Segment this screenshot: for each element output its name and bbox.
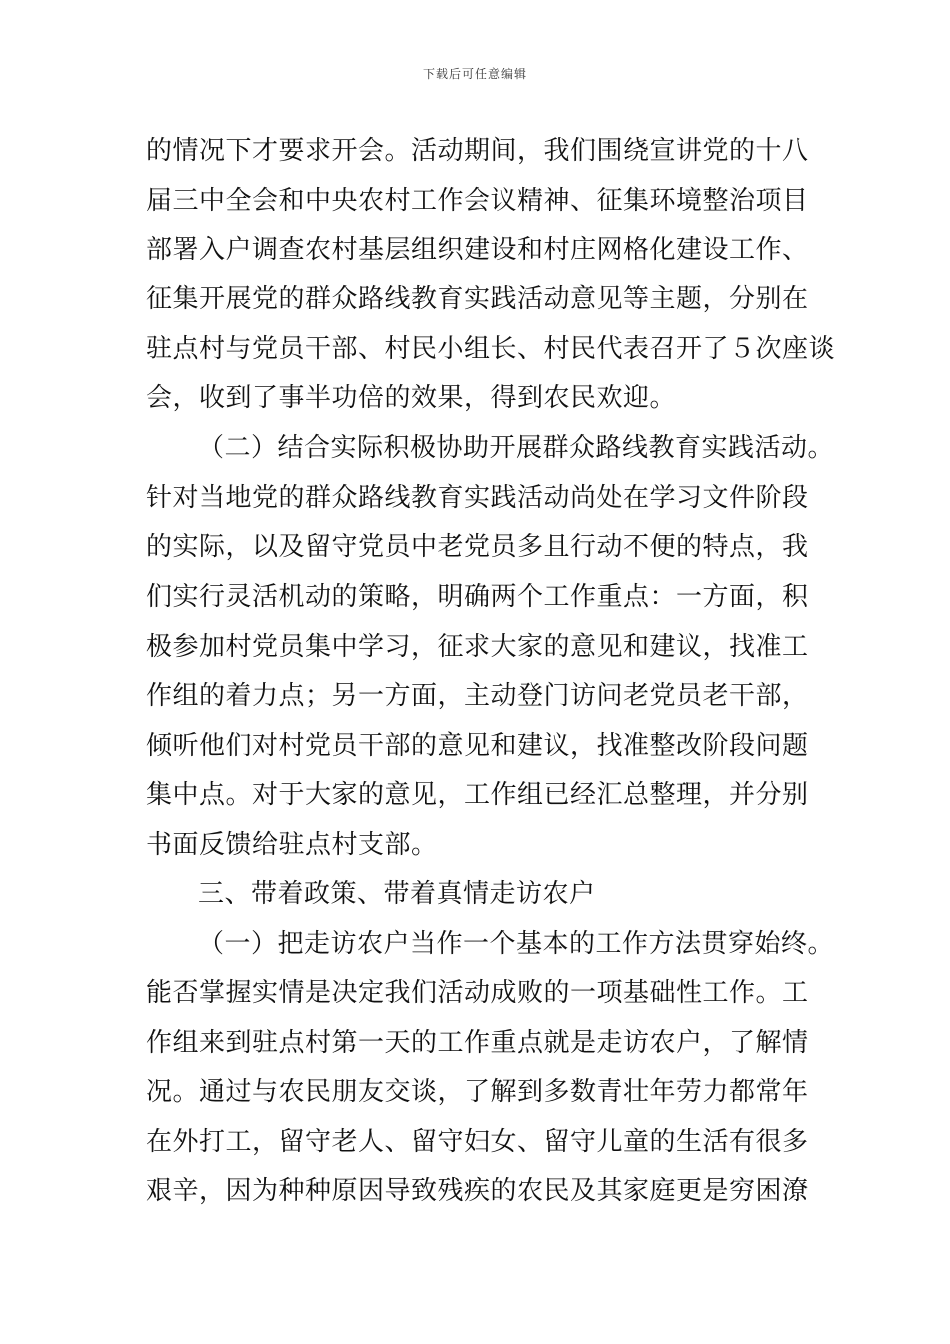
section-heading-3: 三、带着政策、带着真情走访农户	[198, 879, 596, 909]
text-line: 书面反馈给驻点村支部。	[146, 830, 438, 860]
text-line: 作组来到驻点村第一天的工作重点就是走访农户，了解情	[146, 1028, 809, 1058]
text-line: 极参加村党员集中学习，征求大家的意见和建议，找准工	[146, 632, 809, 662]
text-line: 况。通过与农民朋友交谈，了解到多数青壮年劳力都常年	[146, 1077, 809, 1107]
text-line: 会，收到了事半功倍的效果，得到农民欢迎。	[146, 383, 677, 413]
text-line: 集中点。对于大家的意见，工作组已经汇总整理，并分别	[146, 780, 809, 810]
text-line: 针对当地党的群众路线教育实践活动尚处在学习文件阶段	[146, 483, 809, 513]
text-line: 部署入户调查农村基层组织建设和村庄网格化建设工作、	[146, 235, 809, 265]
text-line: 作组的着力点；另一方面，主动登门访问老党员老干部，	[146, 681, 809, 711]
text-line: 们实行灵活机动的策略，明确两个工作重点：一方面，积	[146, 582, 809, 612]
subheading-1: （一）把走访农户当作一个基本的工作方法贯穿始终。	[198, 929, 835, 959]
text-line: 艰辛，因为种种原因导致残疾的农民及其家庭更是穷困潦	[146, 1176, 809, 1206]
text-line: 的实际，以及留守党员中老党员多且行动不便的特点，我	[146, 532, 809, 562]
text-line: 的情况下才要求开会。活动期间，我们围绕宣讲党的十八	[146, 136, 809, 166]
page-header: 下载后可任意编辑	[422, 67, 527, 81]
subheading-2: （二）结合实际积极协助开展群众路线教育实践活动。	[198, 433, 835, 463]
text-line: 届三中全会和中央农村工作会议精神、征集环境整治项目	[146, 186, 809, 216]
text-line: 倾听他们对村党员干部的意见和建议，找准整改阶段问题	[146, 731, 809, 761]
text-line: 在外打工，留守老人、留守妇女、留守儿童的生活有很多	[146, 1127, 809, 1157]
text-line: 驻点村与党员干部、村民小组长、村民代表召开了５次座谈	[146, 334, 836, 364]
text-line: 能否掌握实情是决定我们活动成败的一项基础性工作。工	[146, 978, 809, 1008]
text-line: 征集开展党的群众路线教育实践活动意见等主题，分别在	[146, 284, 809, 314]
